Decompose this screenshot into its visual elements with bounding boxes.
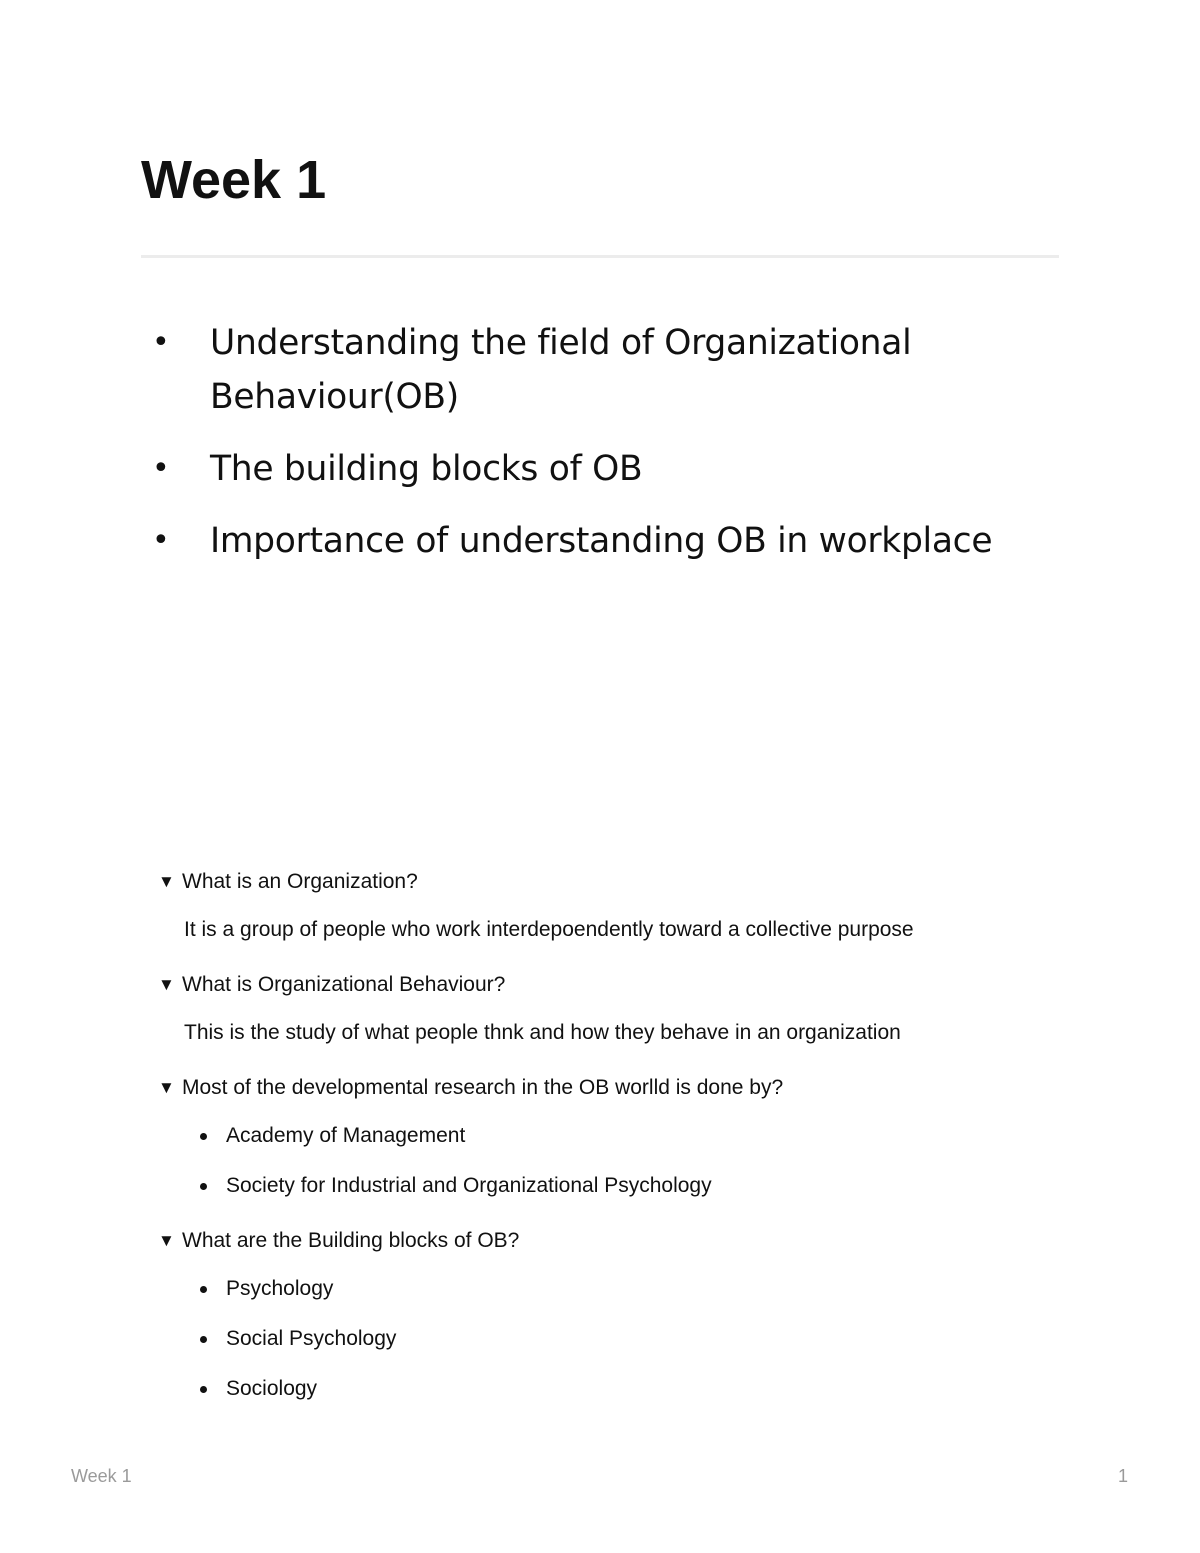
title-divider: [141, 255, 1059, 258]
list-item: [156, 1161, 1116, 1211]
toggle-block: [156, 1070, 1116, 1211]
bullet-icon: •: [152, 523, 170, 558]
toggle-summary[interactable]: [156, 1070, 1116, 1106]
footer-page-number: 1: [1117, 1466, 1128, 1486]
list-item-text: Sociology: [226, 1377, 318, 1400]
bullet-dot-icon: [200, 1133, 207, 1140]
bullet-dot-icon: [200, 1336, 207, 1343]
toggle-list: [156, 864, 1116, 1414]
toggle-answer: This is the study of what people thnk and how they behave in an organization: [184, 1021, 901, 1044]
list-item-text: Social Psychology: [226, 1327, 397, 1350]
toggle-summary[interactable]: [156, 967, 1116, 1003]
triangle-down-icon[interactable]: ▼: [158, 1231, 175, 1250]
slide-bullet-item: [150, 316, 1070, 424]
slide-bullet-text: Importance of understanding OB in workplace: [210, 521, 993, 561]
toggle-bullet-list: [156, 1111, 1116, 1211]
bullet-dot-icon: [200, 1183, 207, 1190]
footer-document-title: Week 1: [71, 1466, 132, 1486]
toggle-question: What is an Organization?: [182, 870, 418, 893]
list-item: [156, 1111, 1116, 1161]
page-title: Week 1: [141, 150, 327, 210]
list-item-text: Academy of Management: [226, 1124, 466, 1147]
slide-bullet-list: [150, 316, 1070, 568]
toggle-block: [156, 864, 1116, 955]
slide-bullet-item: [150, 514, 1070, 568]
toggle-bullet-list: [156, 1264, 1116, 1414]
toggle-answer: It is a group of people who work interdepoendently toward a collective purpose: [184, 918, 914, 941]
slide-bullet-item: [150, 442, 1070, 496]
bullet-dot-icon: [200, 1286, 207, 1293]
bullet-dot-icon: [200, 1386, 207, 1393]
slide-bullet-text: The building blocks of OB: [210, 449, 643, 489]
bullet-icon: •: [152, 325, 170, 360]
toggle-question: What is Organizational Behaviour?: [182, 973, 506, 996]
toggle-question: Most of the developmental research in the OB worlld is done by?: [182, 1076, 784, 1099]
triangle-down-icon[interactable]: ▼: [158, 975, 175, 994]
list-item: [156, 1364, 1116, 1414]
slide-bullet-text-continued: Behaviour(OB): [210, 377, 459, 417]
toggle-block: [156, 1223, 1116, 1414]
bullet-icon: •: [152, 451, 170, 486]
list-item-text: Psychology: [226, 1277, 334, 1300]
list-item-text: Society for Industrial and Organizational Psychology: [226, 1174, 712, 1197]
list-item: [156, 1264, 1116, 1314]
toggle-summary[interactable]: [156, 864, 1116, 900]
toggle-question: What are the Building blocks of OB?: [182, 1229, 520, 1252]
slide-bullet-text: Understanding the field of Organizational: [210, 323, 912, 363]
list-item: [156, 1314, 1116, 1364]
triangle-down-icon[interactable]: ▼: [158, 1078, 175, 1097]
toggle-block: [156, 967, 1116, 1058]
toggle-summary[interactable]: [156, 1223, 1116, 1259]
triangle-down-icon[interactable]: ▼: [158, 872, 175, 891]
